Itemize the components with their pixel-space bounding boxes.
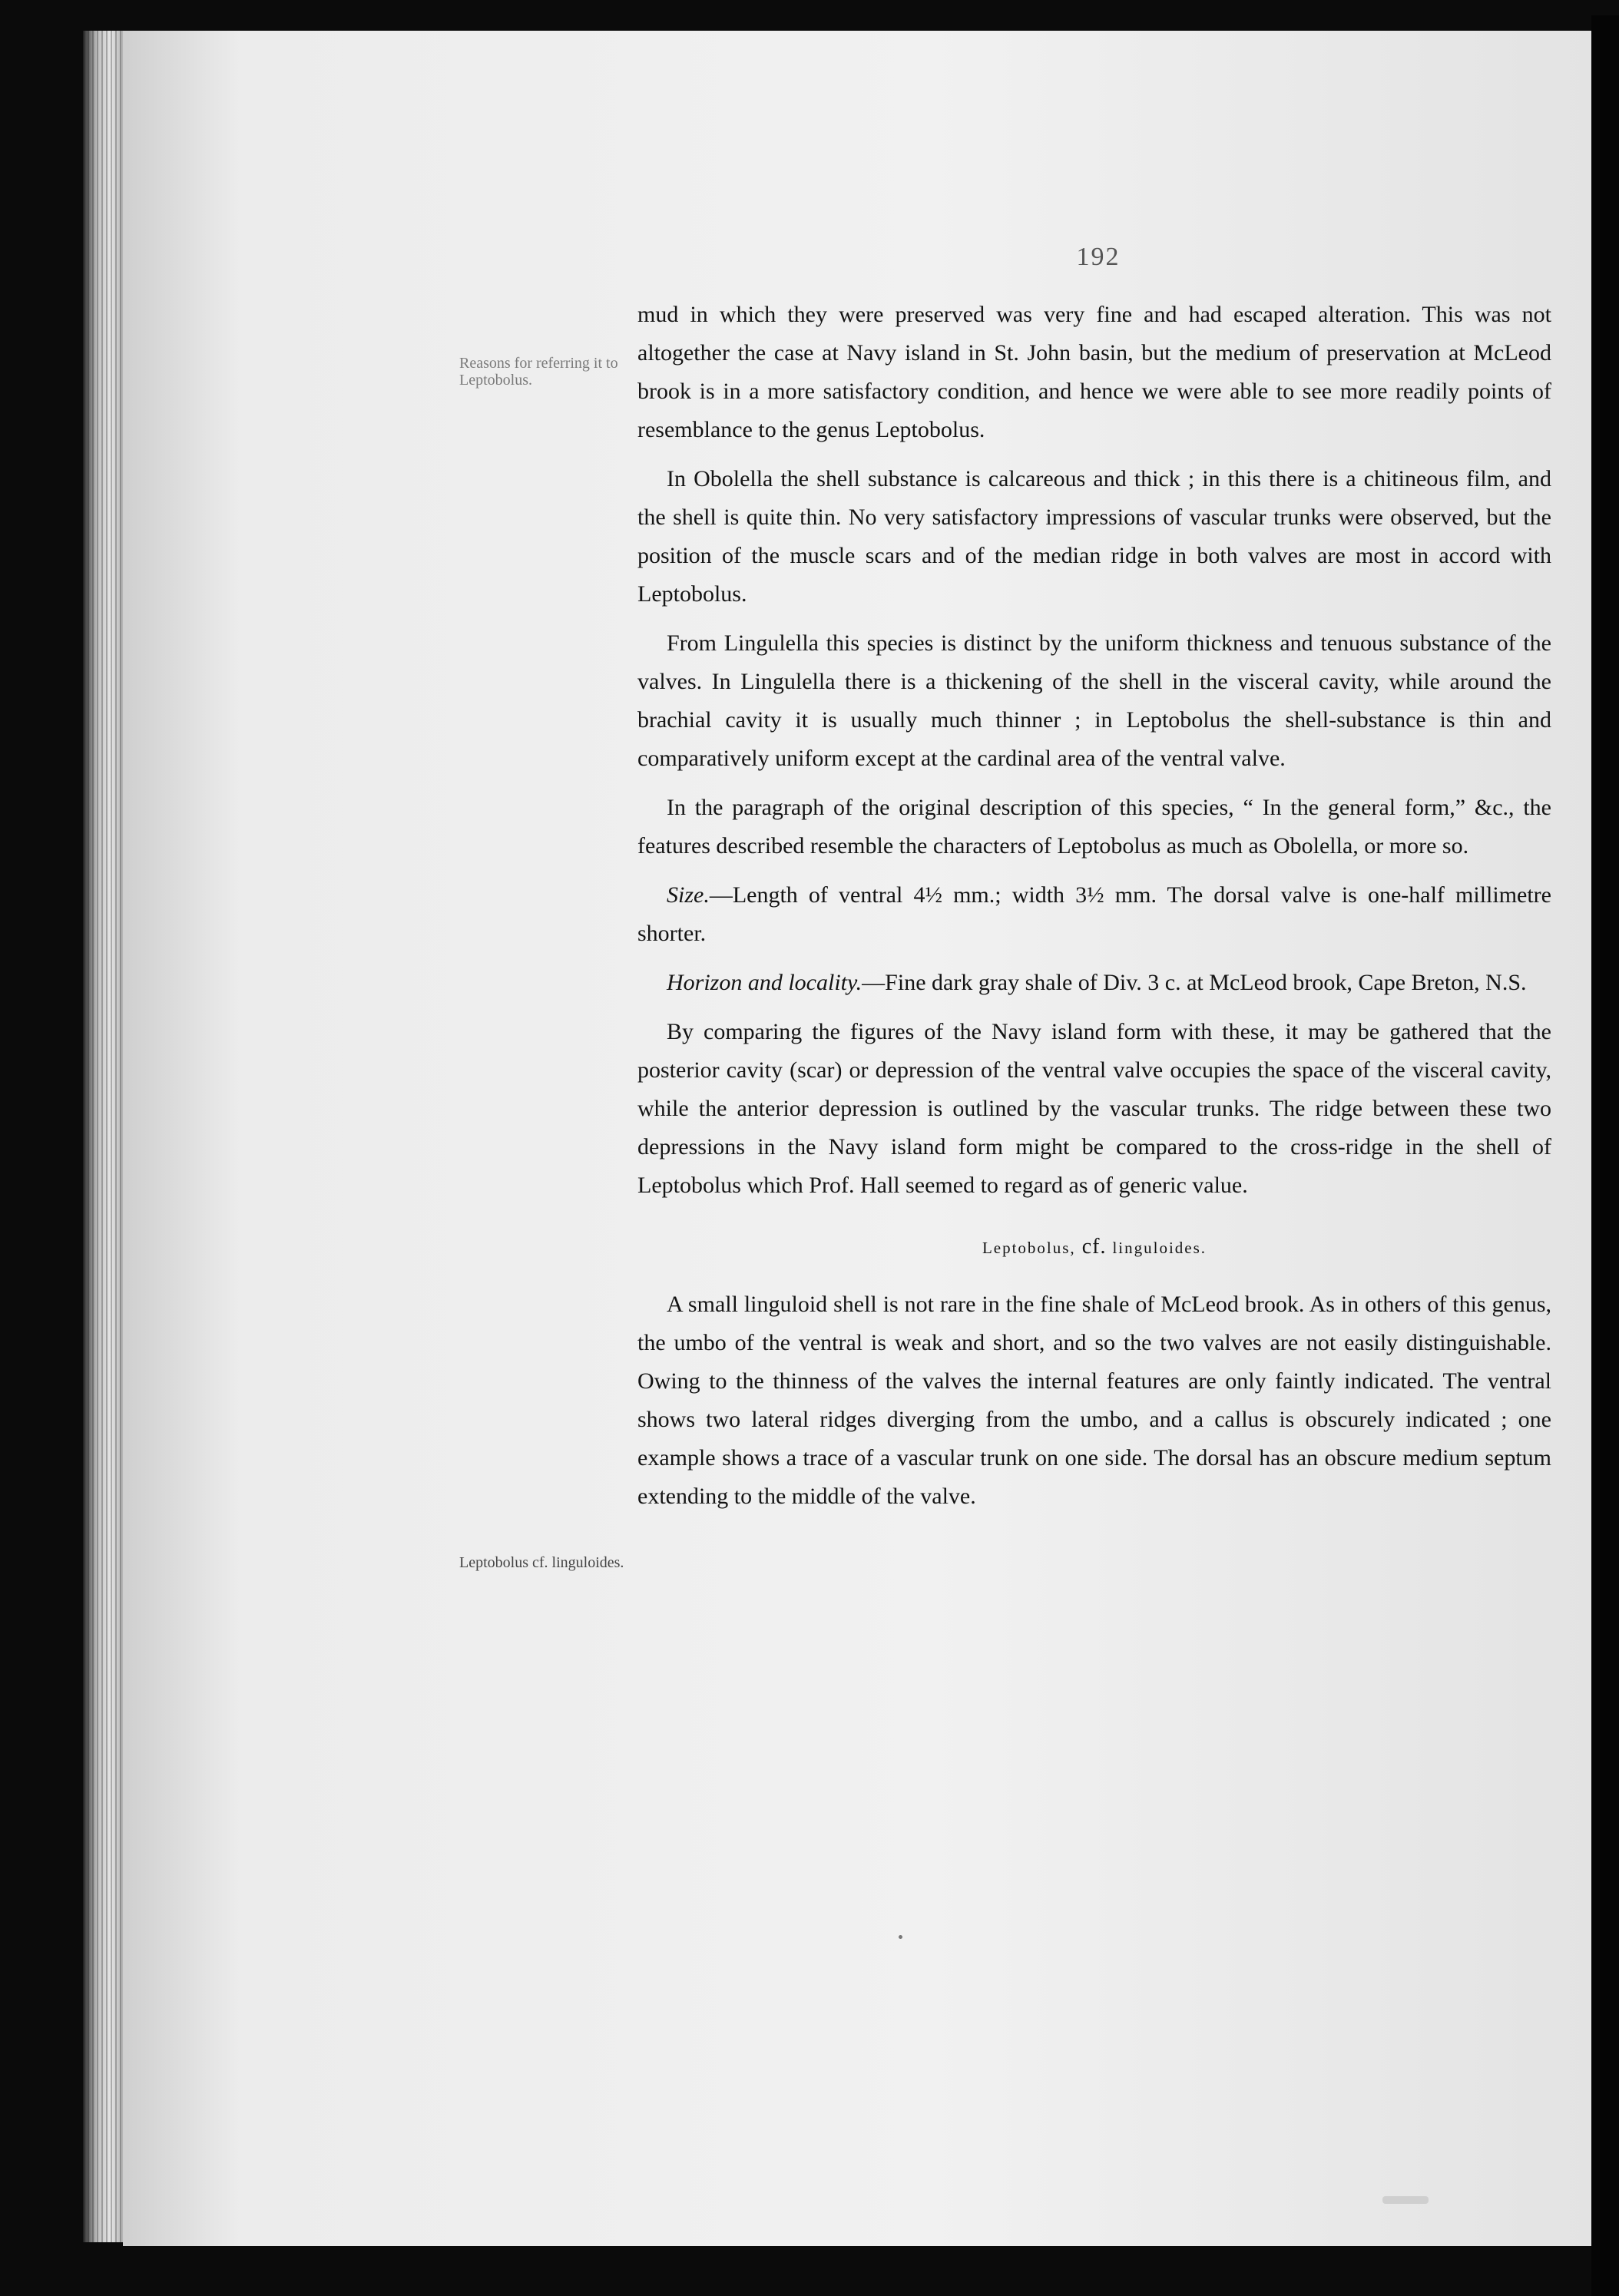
scan-speck: [899, 1935, 902, 1939]
horizon-label: Horizon and locality.: [667, 970, 862, 995]
paragraph-linguloid-description: A small linguloid shell is not rare in the fine shale of McLeod brook. As in others of this genus, the umbo of the ventral is weak and short, and so the two valves are not easily distinguishable. Owing to the thinness of the valves the internal features are only faintly indicated. The ventral shows two lateral ridges diverging from the umbo, and a callus is obscurely indicated ; one example shows a trace of a vascular trunk on one side. The dorsal has an obscure medium septum extending to the middle of the valve.: [637, 1292, 1551, 1509]
heading-cf: cf.: [1081, 1235, 1107, 1259]
heading-genus: Leptobolus,: [982, 1239, 1076, 1257]
body-text: [637, 296, 1551, 1527]
paragraph-obolella: In Obolella the shell substance is calcareous and thick ; in this there is a chitineous film, and the shell is quite thin. No very satisfactory impressions of vascular trunks were observed, but the position of the muscle scars and of the median ridge in both valves are most in accord with Leptobolus.: [637, 466, 1551, 607]
margin-note-leptobolus: Leptobolus cf. linguloides.: [459, 1554, 624, 1571]
section-heading: [637, 1228, 1551, 1267]
paragraph-size: [637, 876, 1551, 953]
size-label: Size.: [667, 882, 710, 908]
margin-note-reasons: Reasons for referring it to Leptobolus.: [459, 355, 618, 389]
paragraph-comparison: By comparing the figures of the Navy island form with these, it may be gathered that the posterior cavity (scar) or depression of the ventral valve occupies the space of the visceral cavity, while the anterior depression is outlined by the vascular trunks. The ridge between these two depressions in the Navy island form might be compared to the cross-ridge in the shell of Leptobolus which Prof. Hall seemed to regard as of generic value.: [637, 1019, 1551, 1198]
paragraph-lingulella: From Lingulella this species is distinct by the uniform thickness and tenuous substance of the valves. In Lingulella there is a thickening of the shell in the visceral cavity, while around the brachial cavity it is usually much thinner ; in Leptobolus the shell-substance is thin and comparatively uniform except at the cardinal area of the ventral valve.: [637, 630, 1551, 771]
page-number: 192: [1076, 243, 1121, 271]
paragraph-continuation: mud in which they were preserved was very fine and had escaped alteration. This was not altogether the case at Navy island in St. John basin, but the medium of preservation at McLeod brook is in a more satisfactory condition, and hence we were able to see more readily points of resemblance to the genus Leptobolus.: [637, 302, 1551, 442]
paragraph-original-description: In the paragraph of the original description of this species, “ In the general form,” &c., the features described resemble the characters of Leptobolus as much as Obolella, or more so.: [637, 795, 1551, 859]
scan-smudge: [1382, 2196, 1429, 2204]
size-text: —Length of ventral 4½ mm.; width 3½ mm. The dorsal valve is one-half millimetre shorter.: [637, 882, 1551, 946]
book-page-edges: [83, 31, 129, 2242]
paragraph-horizon: [637, 964, 1551, 1002]
horizon-text: —Fine dark gray shale of Div. 3 c. at McLeod brook, Cape Breton, N.S.: [862, 970, 1527, 995]
heading-species: linguloides.: [1112, 1239, 1207, 1257]
scan-border: [1591, 15, 1619, 2296]
